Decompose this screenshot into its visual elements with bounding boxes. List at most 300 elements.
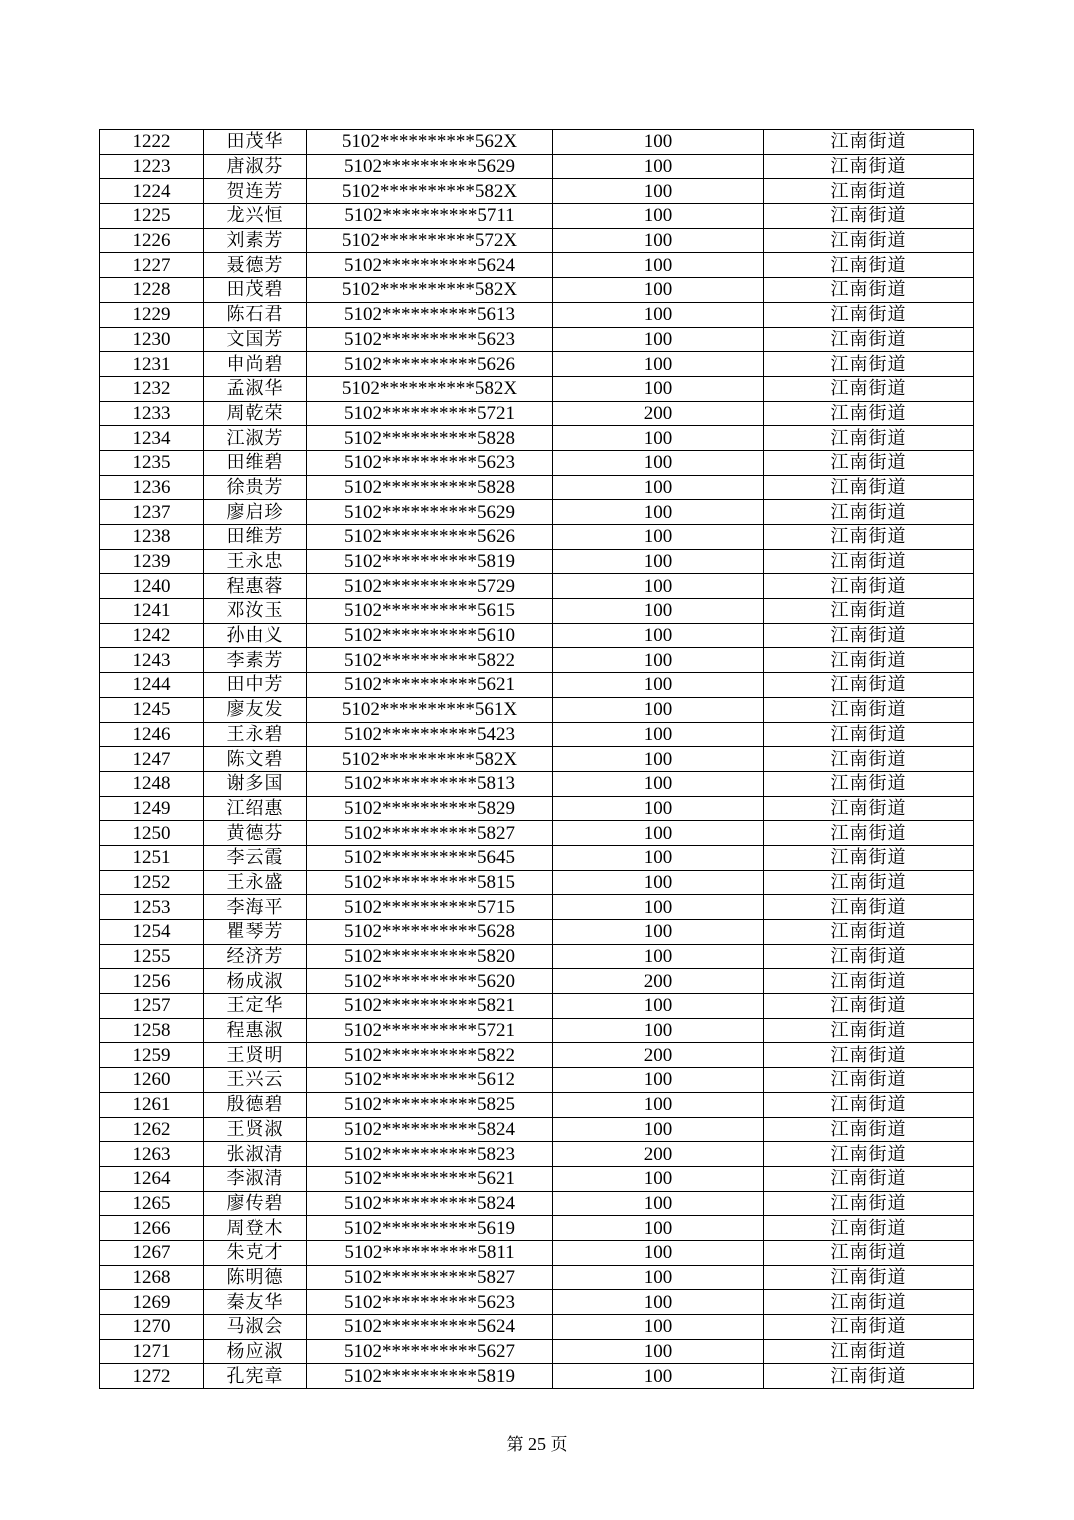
cell-id-number: 5102**********5620 bbox=[307, 969, 553, 994]
cell-name: 马淑会 bbox=[204, 1315, 307, 1340]
cell-name: 周乾荣 bbox=[204, 401, 307, 426]
cell-amount: 100 bbox=[553, 500, 764, 525]
cell-area: 江南街道 bbox=[764, 1018, 974, 1043]
cell-index: 1252 bbox=[100, 870, 204, 895]
cell-amount: 200 bbox=[553, 401, 764, 426]
table-row bbox=[100, 302, 974, 327]
cell-amount: 100 bbox=[553, 1265, 764, 1290]
page-label-suffix: 页 bbox=[550, 1435, 568, 1455]
cell-name: 王兴云 bbox=[204, 1068, 307, 1093]
cell-index: 1257 bbox=[100, 994, 204, 1019]
cell-index: 1256 bbox=[100, 969, 204, 994]
table-row bbox=[100, 352, 974, 377]
table-row bbox=[100, 154, 974, 179]
cell-area: 江南街道 bbox=[764, 870, 974, 895]
cell-area: 江南街道 bbox=[764, 599, 974, 624]
cell-id-number: 5102**********582X bbox=[307, 747, 553, 772]
cell-index: 1242 bbox=[100, 623, 204, 648]
cell-index: 1234 bbox=[100, 426, 204, 451]
cell-index: 1268 bbox=[100, 1265, 204, 1290]
cell-index: 1248 bbox=[100, 771, 204, 796]
cell-area: 江南街道 bbox=[764, 747, 974, 772]
table-row bbox=[100, 1068, 974, 1093]
cell-amount: 100 bbox=[553, 450, 764, 475]
page-number: 25 bbox=[528, 1434, 546, 1454]
cell-amount: 100 bbox=[553, 1092, 764, 1117]
cell-name: 孙由义 bbox=[204, 623, 307, 648]
cell-amount: 100 bbox=[553, 870, 764, 895]
cell-area: 江南街道 bbox=[764, 253, 974, 278]
cell-name: 谢多国 bbox=[204, 771, 307, 796]
table-row bbox=[100, 1043, 974, 1068]
table-row bbox=[100, 426, 974, 451]
cell-amount: 100 bbox=[553, 697, 764, 722]
cell-index: 1244 bbox=[100, 673, 204, 698]
cell-amount: 100 bbox=[553, 327, 764, 352]
table-row bbox=[100, 944, 974, 969]
cell-id-number: 5102**********5824 bbox=[307, 1191, 553, 1216]
cell-id-number: 5102**********5825 bbox=[307, 1092, 553, 1117]
cell-index: 1228 bbox=[100, 278, 204, 303]
cell-area: 江南街道 bbox=[764, 845, 974, 870]
cell-amount: 200 bbox=[553, 1142, 764, 1167]
cell-amount: 100 bbox=[553, 154, 764, 179]
cell-id-number: 5102**********5624 bbox=[307, 1315, 553, 1340]
cell-area: 江南街道 bbox=[764, 697, 974, 722]
cell-name: 孔宪章 bbox=[204, 1364, 307, 1389]
cell-area: 江南街道 bbox=[764, 1166, 974, 1191]
cell-area: 江南街道 bbox=[764, 549, 974, 574]
cell-name: 李淑清 bbox=[204, 1166, 307, 1191]
cell-id-number: 5102**********5711 bbox=[307, 204, 553, 229]
cell-name: 杨成淑 bbox=[204, 969, 307, 994]
cell-name: 张淑清 bbox=[204, 1142, 307, 1167]
cell-id-number: 5102**********5828 bbox=[307, 475, 553, 500]
cell-id-number: 5102**********5629 bbox=[307, 500, 553, 525]
cell-area: 江南街道 bbox=[764, 673, 974, 698]
cell-amount: 100 bbox=[553, 179, 764, 204]
table-row bbox=[100, 130, 974, 155]
cell-area: 江南街道 bbox=[764, 920, 974, 945]
cell-name: 田中芳 bbox=[204, 673, 307, 698]
cell-index: 1232 bbox=[100, 376, 204, 401]
table-row bbox=[100, 549, 974, 574]
table-row bbox=[100, 969, 974, 994]
cell-name: 王贤明 bbox=[204, 1043, 307, 1068]
cell-amount: 100 bbox=[553, 302, 764, 327]
cell-id-number: 5102**********5829 bbox=[307, 796, 553, 821]
cell-area: 江南街道 bbox=[764, 944, 974, 969]
cell-area: 江南街道 bbox=[764, 450, 974, 475]
cell-amount: 100 bbox=[553, 673, 764, 698]
cell-id-number: 5102**********5813 bbox=[307, 771, 553, 796]
table-row bbox=[100, 1265, 974, 1290]
cell-index: 1240 bbox=[100, 574, 204, 599]
cell-index: 1263 bbox=[100, 1142, 204, 1167]
cell-index: 1237 bbox=[100, 500, 204, 525]
cell-area: 江南街道 bbox=[764, 500, 974, 525]
cell-amount: 100 bbox=[553, 475, 764, 500]
table-row bbox=[100, 450, 974, 475]
cell-amount: 100 bbox=[553, 1018, 764, 1043]
table-row bbox=[100, 574, 974, 599]
cell-amount: 100 bbox=[553, 1166, 764, 1191]
cell-area: 江南街道 bbox=[764, 130, 974, 155]
cell-name: 田维碧 bbox=[204, 450, 307, 475]
cell-index: 1266 bbox=[100, 1216, 204, 1241]
cell-index: 1264 bbox=[100, 1166, 204, 1191]
cell-amount: 100 bbox=[553, 1339, 764, 1364]
cell-amount: 100 bbox=[553, 821, 764, 846]
recipient-table bbox=[99, 129, 974, 1389]
cell-id-number: 5102**********5628 bbox=[307, 920, 553, 945]
cell-area: 江南街道 bbox=[764, 796, 974, 821]
page-footer bbox=[0, 1430, 1074, 1455]
cell-index: 1246 bbox=[100, 722, 204, 747]
table-row bbox=[100, 1166, 974, 1191]
table-row bbox=[100, 994, 974, 1019]
cell-amount: 100 bbox=[553, 944, 764, 969]
cell-id-number: 5102**********5623 bbox=[307, 1290, 553, 1315]
cell-amount: 100 bbox=[553, 1068, 764, 1093]
page-label-prefix: 第 bbox=[506, 1435, 524, 1455]
cell-index: 1267 bbox=[100, 1240, 204, 1265]
cell-index: 1271 bbox=[100, 1339, 204, 1364]
cell-name: 陈文碧 bbox=[204, 747, 307, 772]
cell-name: 殷德碧 bbox=[204, 1092, 307, 1117]
cell-index: 1241 bbox=[100, 599, 204, 624]
cell-area: 江南街道 bbox=[764, 327, 974, 352]
table-body bbox=[100, 130, 974, 1389]
cell-amount: 100 bbox=[553, 574, 764, 599]
cell-name: 江淑芳 bbox=[204, 426, 307, 451]
cell-id-number: 5102**********5615 bbox=[307, 599, 553, 624]
cell-name: 廖启珍 bbox=[204, 500, 307, 525]
cell-index: 1261 bbox=[100, 1092, 204, 1117]
cell-area: 江南街道 bbox=[764, 623, 974, 648]
cell-id-number: 5102**********5828 bbox=[307, 426, 553, 451]
cell-amount: 100 bbox=[553, 549, 764, 574]
table-row bbox=[100, 1290, 974, 1315]
cell-area: 江南街道 bbox=[764, 1216, 974, 1241]
cell-index: 1254 bbox=[100, 920, 204, 945]
cell-id-number: 5102**********5612 bbox=[307, 1068, 553, 1093]
cell-id-number: 5102**********5820 bbox=[307, 944, 553, 969]
table-row bbox=[100, 278, 974, 303]
cell-amount: 100 bbox=[553, 352, 764, 377]
cell-area: 江南街道 bbox=[764, 376, 974, 401]
cell-index: 1247 bbox=[100, 747, 204, 772]
cell-id-number: 5102**********5623 bbox=[307, 450, 553, 475]
cell-amount: 100 bbox=[553, 1191, 764, 1216]
table-row bbox=[100, 500, 974, 525]
cell-name: 朱克才 bbox=[204, 1240, 307, 1265]
cell-name: 黄德芬 bbox=[204, 821, 307, 846]
cell-name: 陈石君 bbox=[204, 302, 307, 327]
table-row bbox=[100, 525, 974, 550]
table-row bbox=[100, 1117, 974, 1142]
cell-id-number: 5102**********5624 bbox=[307, 253, 553, 278]
cell-amount: 100 bbox=[553, 920, 764, 945]
cell-area: 江南街道 bbox=[764, 1191, 974, 1216]
cell-id-number: 5102**********5823 bbox=[307, 1142, 553, 1167]
table-row bbox=[100, 920, 974, 945]
table-row bbox=[100, 327, 974, 352]
cell-name: 孟淑华 bbox=[204, 376, 307, 401]
cell-name: 王贤淑 bbox=[204, 1117, 307, 1142]
cell-area: 江南街道 bbox=[764, 302, 974, 327]
cell-id-number: 5102**********5827 bbox=[307, 821, 553, 846]
cell-amount: 100 bbox=[553, 204, 764, 229]
cell-amount: 100 bbox=[553, 648, 764, 673]
cell-amount: 100 bbox=[553, 426, 764, 451]
cell-id-number: 5102**********5613 bbox=[307, 302, 553, 327]
cell-amount: 200 bbox=[553, 1043, 764, 1068]
table-row bbox=[100, 204, 974, 229]
cell-id-number: 5102**********5819 bbox=[307, 549, 553, 574]
cell-id-number: 5102**********5626 bbox=[307, 352, 553, 377]
cell-id-number: 5102**********5629 bbox=[307, 154, 553, 179]
cell-area: 江南街道 bbox=[764, 525, 974, 550]
cell-name: 申尚碧 bbox=[204, 352, 307, 377]
cell-index: 1262 bbox=[100, 1117, 204, 1142]
cell-area: 江南街道 bbox=[764, 278, 974, 303]
table-row bbox=[100, 1018, 974, 1043]
cell-amount: 100 bbox=[553, 1364, 764, 1389]
table-row bbox=[100, 821, 974, 846]
table-row bbox=[100, 1364, 974, 1389]
cell-id-number: 5102**********5627 bbox=[307, 1339, 553, 1364]
table-row bbox=[100, 1315, 974, 1340]
table-row bbox=[100, 376, 974, 401]
cell-id-number: 5102**********5721 bbox=[307, 401, 553, 426]
cell-index: 1250 bbox=[100, 821, 204, 846]
cell-area: 江南街道 bbox=[764, 1043, 974, 1068]
cell-index: 1225 bbox=[100, 204, 204, 229]
cell-id-number: 5102**********582X bbox=[307, 179, 553, 204]
cell-area: 江南街道 bbox=[764, 1364, 974, 1389]
table-row bbox=[100, 722, 974, 747]
table-row bbox=[100, 870, 974, 895]
table-row bbox=[100, 179, 974, 204]
cell-id-number: 5102**********5811 bbox=[307, 1240, 553, 1265]
cell-index: 1224 bbox=[100, 179, 204, 204]
cell-amount: 100 bbox=[553, 623, 764, 648]
table-row bbox=[100, 1216, 974, 1241]
cell-amount: 100 bbox=[553, 1216, 764, 1241]
cell-name: 杨应淑 bbox=[204, 1339, 307, 1364]
cell-area: 江南街道 bbox=[764, 1068, 974, 1093]
table-row bbox=[100, 1240, 974, 1265]
cell-name: 李云霞 bbox=[204, 845, 307, 870]
table-row bbox=[100, 895, 974, 920]
cell-name: 经济芳 bbox=[204, 944, 307, 969]
cell-area: 江南街道 bbox=[764, 401, 974, 426]
table-row bbox=[100, 599, 974, 624]
cell-area: 江南街道 bbox=[764, 1240, 974, 1265]
table-row bbox=[100, 845, 974, 870]
cell-name: 龙兴恒 bbox=[204, 204, 307, 229]
cell-index: 1258 bbox=[100, 1018, 204, 1043]
cell-name: 贺连芳 bbox=[204, 179, 307, 204]
cell-name: 刘素芳 bbox=[204, 228, 307, 253]
cell-name: 王定华 bbox=[204, 994, 307, 1019]
cell-name: 唐淑芬 bbox=[204, 154, 307, 179]
cell-amount: 100 bbox=[553, 1290, 764, 1315]
cell-index: 1245 bbox=[100, 697, 204, 722]
table-row bbox=[100, 475, 974, 500]
cell-id-number: 5102**********582X bbox=[307, 278, 553, 303]
table-row bbox=[100, 1092, 974, 1117]
cell-name: 田维芳 bbox=[204, 525, 307, 550]
cell-id-number: 5102**********5822 bbox=[307, 648, 553, 673]
cell-name: 廖传碧 bbox=[204, 1191, 307, 1216]
cell-amount: 100 bbox=[553, 994, 764, 1019]
cell-index: 1239 bbox=[100, 549, 204, 574]
cell-area: 江南街道 bbox=[764, 475, 974, 500]
cell-amount: 100 bbox=[553, 376, 764, 401]
cell-name: 程惠蓉 bbox=[204, 574, 307, 599]
cell-name: 邓汝玉 bbox=[204, 599, 307, 624]
cell-id-number: 5102**********5729 bbox=[307, 574, 553, 599]
cell-id-number: 5102**********562X bbox=[307, 130, 553, 155]
cell-area: 江南街道 bbox=[764, 352, 974, 377]
cell-id-number: 5102**********5610 bbox=[307, 623, 553, 648]
table-row bbox=[100, 253, 974, 278]
table-row bbox=[100, 1339, 974, 1364]
cell-name: 王永忠 bbox=[204, 549, 307, 574]
cell-index: 1223 bbox=[100, 154, 204, 179]
cell-area: 江南街道 bbox=[764, 574, 974, 599]
table-row bbox=[100, 796, 974, 821]
cell-area: 江南街道 bbox=[764, 994, 974, 1019]
cell-area: 江南街道 bbox=[764, 1339, 974, 1364]
cell-index: 1259 bbox=[100, 1043, 204, 1068]
cell-area: 江南街道 bbox=[764, 722, 974, 747]
cell-id-number: 5102**********572X bbox=[307, 228, 553, 253]
cell-index: 1229 bbox=[100, 302, 204, 327]
cell-amount: 100 bbox=[553, 1315, 764, 1340]
table-row bbox=[100, 771, 974, 796]
cell-id-number: 5102**********5819 bbox=[307, 1364, 553, 1389]
cell-id-number: 5102**********5815 bbox=[307, 870, 553, 895]
cell-index: 1272 bbox=[100, 1364, 204, 1389]
cell-id-number: 5102**********5623 bbox=[307, 327, 553, 352]
cell-area: 江南街道 bbox=[764, 821, 974, 846]
cell-index: 1236 bbox=[100, 475, 204, 500]
cell-area: 江南街道 bbox=[764, 969, 974, 994]
cell-name: 王永碧 bbox=[204, 722, 307, 747]
cell-area: 江南街道 bbox=[764, 426, 974, 451]
cell-area: 江南街道 bbox=[764, 1142, 974, 1167]
cell-index: 1227 bbox=[100, 253, 204, 278]
cell-index: 1270 bbox=[100, 1315, 204, 1340]
cell-index: 1233 bbox=[100, 401, 204, 426]
cell-area: 江南街道 bbox=[764, 648, 974, 673]
cell-id-number: 5102**********5619 bbox=[307, 1216, 553, 1241]
cell-index: 1238 bbox=[100, 525, 204, 550]
cell-id-number: 5102**********561X bbox=[307, 697, 553, 722]
cell-amount: 100 bbox=[553, 278, 764, 303]
cell-area: 江南街道 bbox=[764, 1265, 974, 1290]
cell-index: 1253 bbox=[100, 895, 204, 920]
cell-name: 陈明德 bbox=[204, 1265, 307, 1290]
cell-name: 周登木 bbox=[204, 1216, 307, 1241]
cell-area: 江南街道 bbox=[764, 179, 974, 204]
cell-amount: 100 bbox=[553, 722, 764, 747]
cell-amount: 100 bbox=[553, 525, 764, 550]
cell-id-number: 5102**********5822 bbox=[307, 1043, 553, 1068]
cell-index: 1255 bbox=[100, 944, 204, 969]
cell-name: 秦友华 bbox=[204, 1290, 307, 1315]
cell-id-number: 5102**********5821 bbox=[307, 994, 553, 1019]
cell-area: 江南街道 bbox=[764, 154, 974, 179]
cell-amount: 100 bbox=[553, 747, 764, 772]
cell-amount: 100 bbox=[553, 796, 764, 821]
cell-index: 1269 bbox=[100, 1290, 204, 1315]
table-row bbox=[100, 673, 974, 698]
cell-amount: 100 bbox=[553, 228, 764, 253]
cell-id-number: 5102**********5645 bbox=[307, 845, 553, 870]
table-row bbox=[100, 401, 974, 426]
cell-name: 徐贵芳 bbox=[204, 475, 307, 500]
cell-index: 1231 bbox=[100, 352, 204, 377]
cell-index: 1235 bbox=[100, 450, 204, 475]
cell-id-number: 5102**********5715 bbox=[307, 895, 553, 920]
cell-index: 1222 bbox=[100, 130, 204, 155]
table-row bbox=[100, 228, 974, 253]
cell-area: 江南街道 bbox=[764, 204, 974, 229]
cell-name: 聂德芳 bbox=[204, 253, 307, 278]
cell-area: 江南街道 bbox=[764, 895, 974, 920]
cell-area: 江南街道 bbox=[764, 228, 974, 253]
cell-area: 江南街道 bbox=[764, 771, 974, 796]
cell-id-number: 5102**********5721 bbox=[307, 1018, 553, 1043]
cell-name: 李素芳 bbox=[204, 648, 307, 673]
table-row bbox=[100, 1142, 974, 1167]
table-row bbox=[100, 648, 974, 673]
cell-index: 1249 bbox=[100, 796, 204, 821]
cell-id-number: 5102**********5626 bbox=[307, 525, 553, 550]
cell-area: 江南街道 bbox=[764, 1315, 974, 1340]
cell-name: 程惠淑 bbox=[204, 1018, 307, 1043]
cell-amount: 200 bbox=[553, 969, 764, 994]
cell-name: 江绍惠 bbox=[204, 796, 307, 821]
cell-index: 1260 bbox=[100, 1068, 204, 1093]
cell-name: 田茂碧 bbox=[204, 278, 307, 303]
cell-name: 田茂华 bbox=[204, 130, 307, 155]
cell-amount: 100 bbox=[553, 599, 764, 624]
cell-index: 1251 bbox=[100, 845, 204, 870]
table-row bbox=[100, 697, 974, 722]
cell-id-number: 5102**********5423 bbox=[307, 722, 553, 747]
cell-area: 江南街道 bbox=[764, 1117, 974, 1142]
cell-area: 江南街道 bbox=[764, 1092, 974, 1117]
cell-area: 江南街道 bbox=[764, 1290, 974, 1315]
cell-index: 1243 bbox=[100, 648, 204, 673]
cell-id-number: 5102**********5824 bbox=[307, 1117, 553, 1142]
cell-name: 王永盛 bbox=[204, 870, 307, 895]
cell-name: 瞿琴芳 bbox=[204, 920, 307, 945]
cell-amount: 100 bbox=[553, 1117, 764, 1142]
table-row bbox=[100, 623, 974, 648]
cell-index: 1230 bbox=[100, 327, 204, 352]
cell-amount: 100 bbox=[553, 1240, 764, 1265]
cell-amount: 100 bbox=[553, 253, 764, 278]
cell-id-number: 5102**********5827 bbox=[307, 1265, 553, 1290]
cell-name: 文国芳 bbox=[204, 327, 307, 352]
cell-amount: 100 bbox=[553, 845, 764, 870]
